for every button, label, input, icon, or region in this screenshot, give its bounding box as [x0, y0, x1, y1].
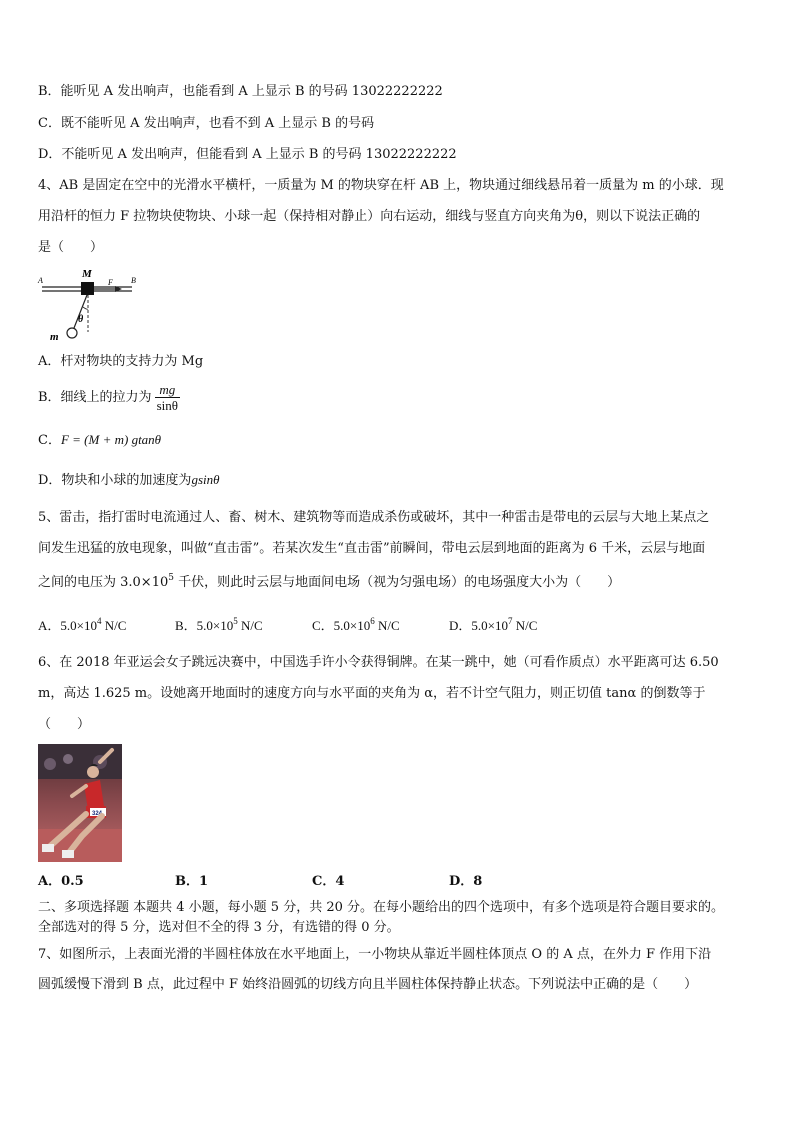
q5-option-b	[175, 618, 312, 634]
option-unit: N/C	[374, 618, 400, 633]
fig-label-m-ball: m	[50, 331, 59, 343]
q6-stem-line2: m，高达 1.625 m。设她离开地面时的速度方向与水平面的夹角为 α，若不计空气阻力，则正切值 tanα 的倒数等于	[38, 686, 706, 701]
q4-stem-line2: 用沿杆的恒力 F 拉物块使物块、小球一起（保持相对静止）向右运动，细线与竖直方向夹角为θ，则以下说法正确的	[38, 209, 701, 224]
q6-option-a: A．0.5	[38, 874, 84, 889]
option-unit: N/C	[512, 618, 538, 633]
q6-option-b: B．1	[175, 874, 209, 889]
fig-label-f: F	[108, 278, 113, 287]
q4-stem-line1: 4、AB 是固定在空中的光滑水平横杆，一质量为 M 的物块穿在杆 AB 上，物块通过细线悬吊着一质量为 m 的小球．现	[38, 178, 724, 193]
q3-option-b: B．能听见 A 发出响声，也能看到 A 上显示 B 的号码 13022222222	[38, 84, 443, 99]
option-exponent: 5	[233, 616, 238, 626]
q4-option-d-formula: gsinθ	[191, 472, 220, 487]
q3-option-d: D．不能听见 A 发出响声，但能看到 A 上显示 B 的号码 13022222222	[38, 147, 457, 162]
q3-option-c: C．既不能听见 A 发出响声，也看不到 A 上显示 B 的号码	[38, 116, 375, 131]
bib-number: 324	[92, 811, 103, 817]
section2-heading-line2: 全部选对的得 5 分，选对但不全的得 3 分，有选错的得 0 分。	[38, 920, 400, 935]
q6-option-c: C．4	[312, 874, 345, 889]
section2-heading-line1: 二、多项选择题 本题共 4 小题，每小题 5 分，共 20 分。在每小题给出的四个选项中，有多个选项是符合题目要求的。	[38, 900, 725, 915]
q7-stem-line2: 圆弧缓慢下滑到 B 点，此过程中 F 始终沿圆弧的切线方向且半圆柱体保持静止状态。下列说法中正确的是（ ）	[38, 977, 698, 992]
q4-option-d-prefix: D．物块和小球的加速度为	[38, 473, 192, 488]
q6-options	[38, 874, 586, 890]
fraction-numerator: mg	[155, 382, 180, 398]
option-unit: N/C	[101, 618, 127, 633]
long-jump-photo	[38, 744, 122, 862]
option-unit: N/C	[237, 618, 263, 633]
q5-voltage-text: 之间的电压为 3.0×10	[38, 575, 169, 590]
fig-label-theta: θ	[78, 314, 84, 325]
q4-figure	[36, 266, 146, 346]
q5-stem-line2: 间发生迅猛的放电现象，叫做“直击雷”。若某次发生“直击雷”前瞬间，带电云层到地面的距离为 6 千米，云层与地面	[38, 541, 706, 556]
q5-stem-line3	[38, 575, 620, 591]
q6-stem-line1: 6、在 2018 年亚运会女子跳远决赛中，中国选手许小令获得铜牌。在某一跳中，她（可看作质点）水平距离可达 6.50	[38, 655, 719, 670]
fraction-denominator: sinθ	[156, 398, 178, 413]
q5-voltage-exponent: 5	[168, 573, 174, 583]
q6-stem-line3: （ ）	[38, 717, 91, 732]
q4-option-c	[38, 432, 161, 449]
q4-option-c-prefix: C．	[38, 433, 61, 448]
fig-label-a: A	[38, 276, 43, 285]
fig-label-b: B	[131, 276, 136, 285]
q4-option-b-fraction	[155, 382, 180, 413]
q5-option-c	[312, 618, 449, 634]
fig-label-m-block: M	[82, 268, 92, 280]
q4-option-b	[38, 382, 180, 413]
option-exponent: 7	[507, 616, 513, 626]
option-exponent: 4	[96, 616, 102, 626]
option-exponent: 6	[370, 616, 375, 626]
option-label: A．5.0×10	[38, 618, 97, 633]
q5-options	[38, 618, 586, 634]
q5-stem-line1: 5、雷击，指打雷时电流通过人、畜、树木、建筑物等而造成杀伤或破坏，其中一种雷击是带电的云层与大地上某点之	[38, 510, 710, 525]
option-label: D．5.0×10	[449, 618, 508, 633]
q4-option-a: A．杆对物块的支持力为 Mg	[38, 354, 204, 369]
option-label: C．5.0×10	[312, 618, 371, 633]
q6-option-d: D．8	[449, 874, 483, 889]
q5-stem-rest: 千伏，则此时云层与地面间电场（视为匀强电场）的电场强度大小为（ ）	[173, 575, 621, 590]
q4-option-c-formula: F = (M + m) gtanθ	[60, 432, 162, 447]
q5-option-d	[449, 618, 586, 634]
option-label: B．5.0×10	[175, 618, 234, 633]
q4-stem-line3: 是（ ）	[38, 240, 104, 255]
q7-stem-line1: 7、如图所示，上表面光滑的半圆柱体放在水平地面上，一小物块从靠近半圆柱体顶点 O 的 A 点，在外力 F 作用下沿	[38, 947, 712, 962]
q4-option-b-prefix: B．细线上的拉力为	[38, 390, 152, 405]
q5-option-a	[38, 618, 175, 634]
q4-option-d	[38, 472, 220, 489]
